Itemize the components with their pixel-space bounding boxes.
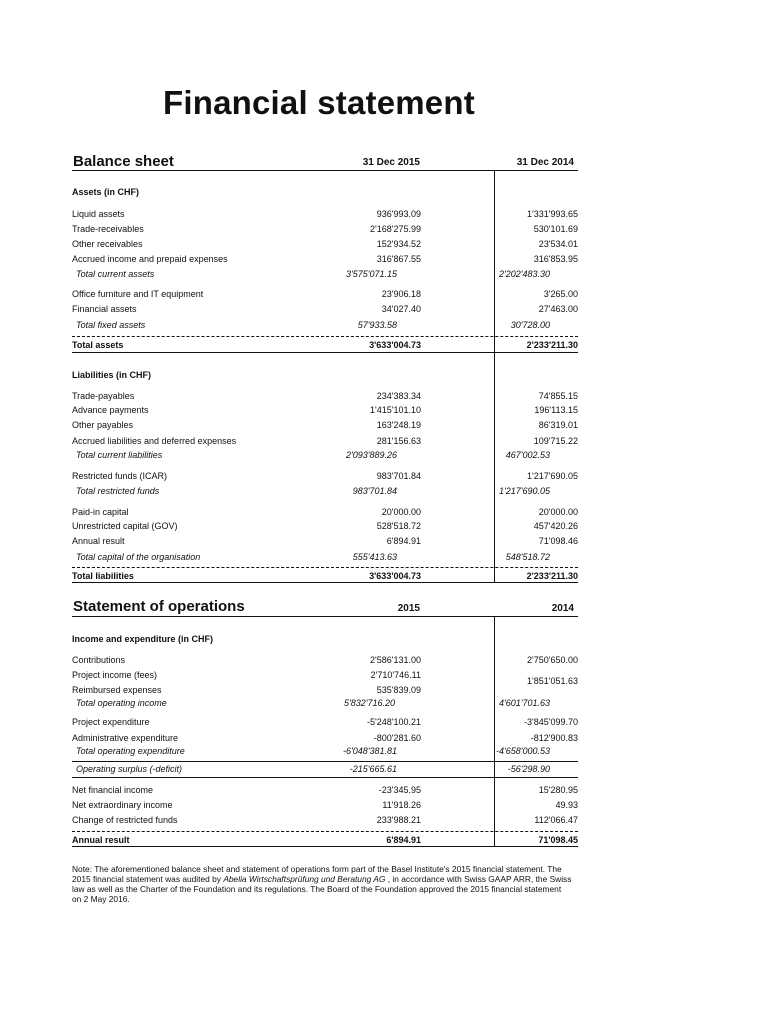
- operations-col-2015: 2015: [397, 603, 420, 614]
- operations-column-divider: [494, 616, 495, 846]
- row-label: Other receivables: [72, 239, 143, 249]
- row-value-2014: 49.93: [555, 800, 578, 810]
- row-value-2014: 109'715.22: [533, 436, 578, 446]
- row-value-2015: 34'027.40: [381, 304, 421, 314]
- row-label: Restricted funds (ICAR): [72, 471, 168, 481]
- row-label: Annual result: [72, 536, 125, 546]
- total-label: Total assets: [72, 340, 124, 350]
- row-value-2014: 1'331'993.65: [527, 209, 578, 219]
- row-value-2014: 1'851'051.63: [527, 676, 578, 686]
- operating-surplus-value-2015: -215'665.61: [349, 764, 397, 774]
- subtotal-value-2015: 983'701.84: [352, 486, 397, 496]
- row-value-2015: 281'156.63: [376, 436, 421, 446]
- row-value-2015: 2'586'131.00: [370, 655, 421, 665]
- row-value-2014: 457'420.26: [533, 521, 578, 531]
- row-value-2015: -23'345.95: [378, 785, 421, 795]
- liabilities-column-divider: [494, 352, 495, 582]
- subtotal-label: Total current liabilities: [76, 450, 163, 460]
- subtotal-value-2014: 30'728.00: [510, 320, 550, 330]
- subtotal-value-2014: 467'002.53: [505, 450, 550, 460]
- row-label: Office furniture and IT equipment: [72, 289, 204, 299]
- auditor-name: Abelia Wirtschaftsprüfung und Beratung AG: [223, 874, 386, 884]
- row-value-2014: 112'066.47: [534, 815, 578, 825]
- row-value-2015: 234'383.34: [376, 391, 421, 401]
- operations-col-2014: 2014: [551, 603, 574, 614]
- operating-surplus-rule-bottom: [72, 777, 578, 778]
- row-label: Accrued liabilities and deferred expenses: [72, 436, 237, 446]
- row-value-2014: 3'265.00: [543, 289, 578, 299]
- row-label: Reimbursed expenses: [72, 685, 162, 695]
- row-value-2015: 2'168'275.99: [370, 224, 421, 234]
- row-label: Administrative expenditure: [72, 733, 179, 743]
- row-value-2015: 2'710'746.11: [370, 670, 421, 680]
- row-value-2014: 20'000.00: [538, 507, 578, 517]
- row-value-2014: 316'853.95: [533, 254, 578, 264]
- row-value-2014: -812'900.83: [530, 733, 578, 743]
- subtotal-value-2015: 555'413.63: [352, 552, 397, 562]
- total-value-2014: 2'233'211.30: [526, 571, 578, 581]
- total-value-2015: 3'633'004.73: [369, 340, 421, 350]
- row-label: Paid-in capital: [72, 507, 129, 517]
- income-expenditure-heading: Income and expenditure (in CHF): [72, 634, 214, 644]
- row-value-2015: 316'867.55: [376, 254, 421, 264]
- operating-surplus-rule-top: [72, 761, 578, 762]
- subtotal-value-2015: -6'048'381.81: [343, 746, 397, 756]
- operating-surplus-value-2014: -56'298.90: [507, 764, 550, 774]
- row-value-2014: 74'855.15: [538, 391, 578, 401]
- total-label: Annual result: [72, 835, 130, 845]
- subtotal-label: Total current assets: [76, 269, 155, 279]
- row-label: Liquid assets: [72, 209, 125, 219]
- subtotal-value-2014: -4'658'000.53: [496, 746, 550, 756]
- operating-surplus-label: Operating surplus (-deficit): [76, 764, 183, 774]
- subtotal-label: Total restricted funds: [76, 486, 160, 496]
- row-value-2014: 1'217'690.05: [527, 471, 578, 481]
- total-value-2014: 71'098.45: [538, 835, 578, 845]
- row-value-2015: 23'906.18: [381, 289, 421, 299]
- subtotal-label: Total capital of the organisation: [76, 552, 201, 562]
- subtotal-value-2015: 5'832'716.20: [344, 698, 395, 708]
- balance-sheet-heading: Balance sheet: [73, 153, 174, 170]
- row-value-2015: 6'894.91: [386, 536, 421, 546]
- assets-heading: Assets (in CHF): [72, 187, 140, 197]
- subtotal-label: Total operating income: [76, 698, 167, 708]
- total-value-2015: 3'633'004.73: [369, 571, 421, 581]
- assets-column-divider: [494, 170, 495, 352]
- liabilities-heading: Liabilities (in CHF): [72, 370, 152, 380]
- row-label: Contributions: [72, 655, 126, 665]
- row-value-2015: 11'918.26: [382, 800, 421, 810]
- row-label: Net financial income: [72, 785, 154, 795]
- subtotal-value-2014: 2'202'483.30: [499, 269, 550, 279]
- dashed-rule: [72, 336, 578, 337]
- balance-col-2015: 31 Dec 2015: [362, 157, 420, 168]
- total-assets-rule: [72, 352, 578, 353]
- dashed-rule: [72, 831, 578, 832]
- footnote-text-end: , in accordance with Swiss GAAP ARR, the Swiss law as well as the Charter of the Foundation and its regulations. The Board of the Foundation approved the 2015 financial statement on 2 May 2016.: [72, 874, 572, 904]
- row-value-2015: 163'248.19: [376, 420, 421, 430]
- row-value-2015: 528'518.72: [376, 521, 421, 531]
- balance-header-rule: [72, 170, 578, 171]
- row-value-2014: 15'280.95: [538, 785, 578, 795]
- row-value-2014: 196'113.15: [534, 405, 578, 415]
- row-label: Project expenditure: [72, 717, 150, 727]
- subtotal-label: Total operating expenditure: [76, 746, 185, 756]
- row-label: Trade-receivables: [72, 224, 144, 234]
- dashed-rule: [72, 567, 578, 568]
- footnote-text-start: Note: The aforementioned balance sheet and statement of operations form part of the Basel Institute's 2015 financial statement. The 2015 financial statement was audited by: [72, 864, 562, 884]
- subtotal-value-2014: 4'601'701.63: [499, 698, 550, 708]
- row-label: Other payables: [72, 420, 134, 430]
- row-label: Financial assets: [72, 304, 137, 314]
- balance-col-2014: 31 Dec 2014: [516, 157, 574, 168]
- row-value-2014: 23'534.01: [538, 239, 578, 249]
- row-value-2014: 27'463.00: [538, 304, 578, 314]
- subtotal-value-2014: 1'217'690.05: [499, 486, 550, 496]
- row-value-2014: 86'319.01: [538, 420, 578, 430]
- subtotal-value-2015: 2'093'889.26: [346, 450, 397, 460]
- total-label: Total liabilities: [72, 571, 134, 581]
- subtotal-value-2015: 3'575'071.15: [346, 269, 397, 279]
- row-value-2014: -3'845'099.70: [524, 717, 578, 727]
- row-label: Net extraordinary income: [72, 800, 173, 810]
- page-title: Financial statement: [163, 84, 475, 121]
- row-label: Trade-payables: [72, 391, 135, 401]
- row-value-2015: 233'988.21: [376, 815, 421, 825]
- row-value-2015: 983'701.84: [376, 471, 421, 481]
- subtotal-value-2014: 548'518.72: [505, 552, 550, 562]
- row-value-2014: 71'098.46: [538, 536, 578, 546]
- annual-result-rule: [72, 846, 578, 847]
- row-value-2014: 2'750'650.00: [527, 655, 578, 665]
- row-value-2015: -5'248'100.21: [367, 717, 421, 727]
- row-label: Project income (fees): [72, 670, 158, 680]
- row-value-2015: 535'839.09: [376, 685, 421, 695]
- total-liabilities-rule: [72, 582, 578, 583]
- operations-header-rule: [72, 616, 578, 617]
- total-value-2014: 2'233'211.30: [526, 340, 578, 350]
- row-value-2014: 530'101.69: [533, 224, 578, 234]
- row-value-2015: 1'415'101.10: [370, 405, 421, 415]
- row-value-2015: 152'934.52: [376, 239, 421, 249]
- subtotal-label: Total fixed assets: [76, 320, 146, 330]
- footnote: [72, 864, 572, 904]
- row-value-2015: -800'281.60: [373, 733, 421, 743]
- subtotal-value-2015: 57'933.58: [357, 320, 397, 330]
- operations-heading: Statement of operations: [73, 598, 245, 615]
- row-label: Unrestricted capital (GOV): [72, 521, 178, 531]
- row-label: Advance payments: [72, 405, 149, 415]
- row-label: Accrued income and prepaid expenses: [72, 254, 228, 264]
- row-label: Change of restricted funds: [72, 815, 178, 825]
- total-value-2015: 6'894.91: [386, 835, 421, 845]
- row-value-2015: 936'993.09: [376, 209, 421, 219]
- row-value-2015: 20'000.00: [381, 507, 421, 517]
